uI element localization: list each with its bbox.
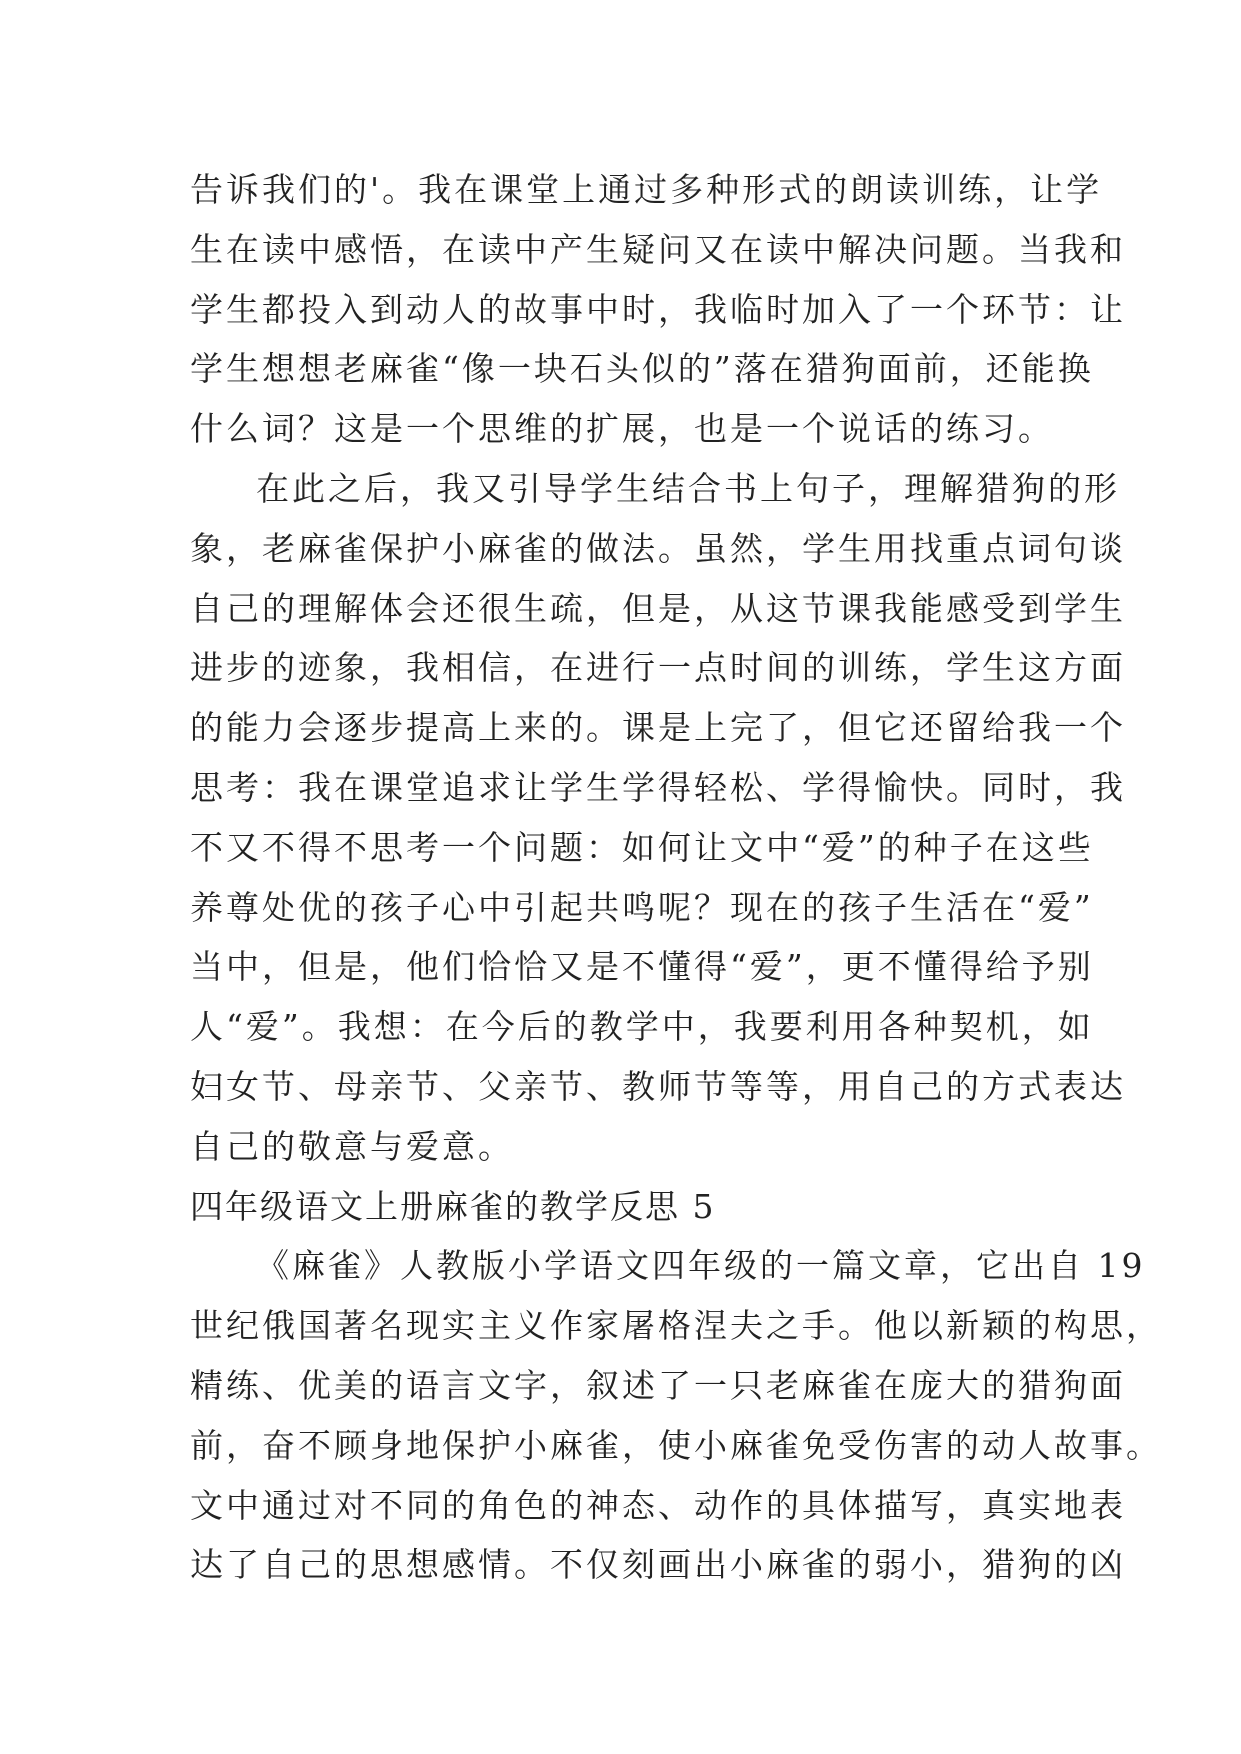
text-line: 在此之后，我又引导学生结合书上句子，理解猎狗的形 bbox=[256, 468, 1120, 508]
text-line: 养尊处优的孩子心中引起共鸣呢？现在的孩子生活在“爱” bbox=[190, 887, 1094, 927]
text-line: 的能力会逐步提高上来的。课是上完了，但它还留给我一个 bbox=[190, 708, 1126, 748]
text-line: 进步的迹象，我相信，在进行一点时间的训练，学生这方面 bbox=[190, 648, 1126, 688]
text-line: 什么词？这是一个思维的扩展，也是一个说话的练习。 bbox=[190, 409, 1054, 449]
text-line: 自己的敬意与爱意。 bbox=[190, 1126, 514, 1166]
text-line: 学生都投入到动人的故事中时，我临时加入了一个环节：让 bbox=[190, 289, 1126, 329]
text-line: 精练、优美的语言文字，叙述了一只老麻雀在庞大的猎狗面 bbox=[190, 1365, 1126, 1405]
text-line: 思考：我在课堂追求让学生学得轻松、学得愉快。同时，我 bbox=[190, 767, 1126, 807]
text-line: 世纪俄国著名现实主义作家屠格涅夫之手。他以新颖的构思， bbox=[190, 1306, 1162, 1346]
section-heading: 四年级语文上册麻雀的教学反思 5 bbox=[190, 1186, 716, 1226]
text-line: 前，奋不顾身地保护小麻雀，使小麻雀免受伤害的动人故事。 bbox=[190, 1425, 1162, 1465]
text-line: 当中，但是，他们恰恰又是不懂得“爱”，更不懂得给予别 bbox=[190, 947, 1094, 987]
document-body bbox=[190, 160, 1162, 1595]
text-line: 《麻雀》人教版小学语文四年级的一篇文章，它出自 19 bbox=[256, 1246, 1146, 1286]
text-line: 妇女节、母亲节、父亲节、教师节等等，用自己的方式表达 bbox=[190, 1066, 1126, 1106]
text-line: 学生想想老麻雀“像一块石头似的”落在猎狗面前，还能换 bbox=[190, 349, 1094, 389]
text-line: 文中通过对不同的角色的神态、动作的具体描写，真实地表 bbox=[190, 1485, 1126, 1525]
text-line: 人“爱”。我想：在今后的教学中，我要利用各种契机，如 bbox=[190, 1007, 1094, 1047]
text-line: 自己的理解体会还很生疏，但是，从这节课我能感受到学生 bbox=[190, 588, 1126, 628]
text-line: 生在读中感悟，在读中产生疑问又在读中解决问题。当我和 bbox=[190, 229, 1126, 269]
text-line: 告诉我们的'。我在课堂上通过多种形式的朗读训练，让学 bbox=[190, 170, 1103, 209]
text-line: 达了自己的思想感情。不仅刻画出小麻雀的弱小，猎狗的凶 bbox=[190, 1545, 1126, 1585]
text-line: 不又不得不思考一个问题：如何让文中“爱”的种子在这些 bbox=[190, 827, 1094, 867]
text-line: 象，老麻雀保护小麻雀的做法。虽然，学生用找重点词句谈 bbox=[190, 528, 1126, 568]
